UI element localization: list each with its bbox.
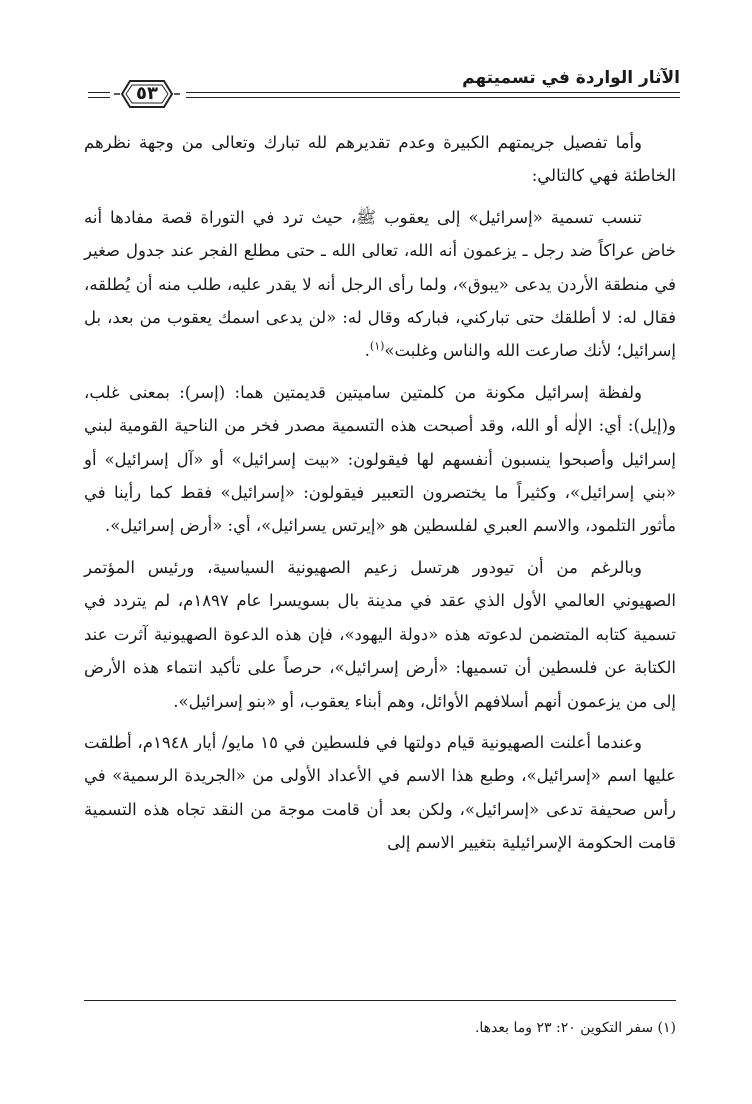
header-rule [186,92,680,98]
main-text [84,126,676,868]
page-header [88,68,680,112]
paragraph-intro: وأما تفصيل جريمتهم الكبيرة وعدم تقديرهم لله تبارك وتعالى من وجهة نظرهم الخاطئة فهي كالتالي: [84,133,676,186]
paragraph-etymology: ولفظة إسرائيل مكونة من كلمتين ساميتين قديمتين هما: (إسر): بمعنى غلب، و(إيل): أي: الإلٰه أو الله، وقد أصبحت هذه التسمية مصدر فخر من الناحية القومية لبني إسرائيل وأصبحوا ينسبون أنفسهم لها فيقولون: «بيت إسرائيل» أو «آل إسرائيل» أو «بني إسرائيل»، وكثيراً ما يختصرون التعبير فيقولون: «إسرائيل» فقط كما رأينا في مأثور التلمود، والاسم العبري لفلسطين هو «إيرتس يسرائيل»، أي: «أرض إسرائيل». [84,382,676,536]
paragraph-1948: وعندما أعلنت الصهيونية قيام دولتها في فلسطين في ١٥ مايو/ أيار ١٩٤٨م، أطلقت عليها اسم «إسرائيل»، وطبع هذا الاسم في الأعداد الأولى من «الجريدة الرسمية» في رأس صحيفة تدعى «إسرائيل»، ولكن بعد أن قامت موجة من النقد تجاه هذه التسمية قامت الحكومة الإسرائيلية بتغيير الاسم إلى [84,732,676,853]
footnote: (١) سفر التكوين ٢٠: ٢٣ وما بعدها. [474,1020,676,1036]
paragraph-herzl: وبالرغم من أن تيودور هرتسل زعيم الصهيونية السياسية، ورئيس المؤتمر الصهيوني العالمي الأول الذي عقد في مدينة بال بسويسرا عام ١٨٩٧م، لم يتردد في تسمية كتابه المتضمن لدعوته هذه «دولة اليهود»، فإن هذه الدعوة الصهيونية آثرت عند الكتابة عن فلسطين أن تسميها: «أرض إسرائيل»، حرصاً على تأكيد انتماء هذه الأرض إلى من يزعمون أنهم أسلافهم الأوائل، وهم أبناء يعقوب، أو «بنو إسرائيل». [84,557,677,711]
page-number: ٥٣ [136,83,158,104]
paragraph-end-mark: . [364,341,370,361]
paragraph-jacob-story-text: تنسب تسمية «إسرائيل» إلى يعقوب ﷺ، حيث ترد في التوراة قصة مفادها أنه خاض عراكاً ضد رجل ـ يزعمون أنه الله، تعالى الله ـ حتى مطلع الفجر عند جدول صغير في منطقة الأردن يدعى «يبوق»، ولما رأى الرجل أنه لا يقدر عليه، طلب منه أن يُطلقه، فقال له: لا أطلقك حتى تباركني، فباركه وقال له: «لن يدعى اسمك يعقوب من بعد، بل إسرائيل؛ لأنك صارعت الله والناس وغلبت» [84,207,676,361]
paragraph-jacob-story [84,201,676,368]
running-header-title: الآثار الواردة في تسميتهم [462,68,680,88]
footnote-reference[interactable]: (١) [369,339,385,353]
header-rule-left [88,92,110,98]
footnote-divider [84,1000,676,1001]
page-number-badge [112,76,182,112]
